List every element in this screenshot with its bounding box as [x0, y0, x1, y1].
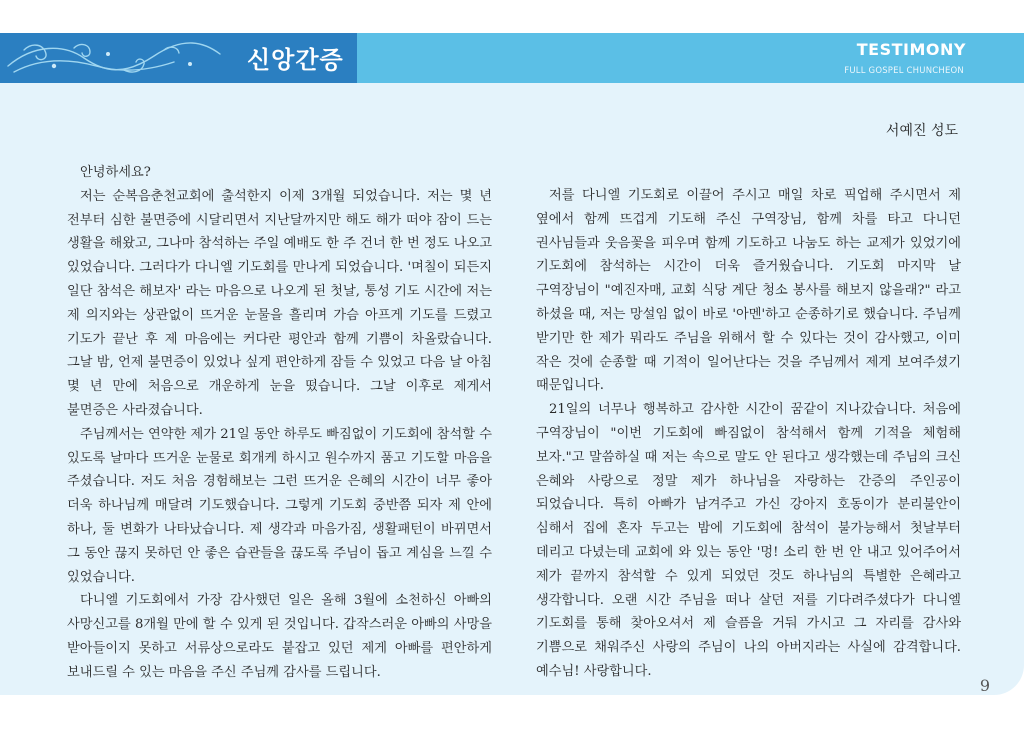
- paragraph: 주님께서는 연약한 제가 21일 동안 하루도 빠짐없이 기도회에 참석할 수 있도록 날마다 뜨거운 눈물로 회개케 하시고 원수까지 품고 기도할 마음을 주셨습니다. 저도 처음 경험해보는 그런 뜨거운 은혜의 시간이 너무 좋아 더욱 하나님께 매달려 기도했습니다. 그렇게 기도회 중반쯤 되자 제 안에 하나, 둘 변화가 나타났습니다. 제 생각과 마음가짐, 생활패턴이 바뀌면서 그 동안 끊지 못하던 안 좋은 습관들을 끊도록 주님이 돕고 계심을 느낄 수 있었습니다.: [67, 426, 492, 585]
- right-column: [536, 184, 961, 684]
- paragraph: 21일의 너무나 행복하고 감사한 시간이 꿈같이 지나갔습니다. 처음에 구역장님이 "이번 기도회에 빠짐없이 참석해서 함께 기적을 체험해 보자."고 말씀하실 때 저는 속으로 말도 안 된다고 생각했는데 주님의 크신 은혜와 사랑으로 정말 제가 하나님을 자랑하는 간증의 주인공이 되었습니다. 특히 아빠가 남겨주고 가신 강아지 호동이가 분리불안이 심해서 집에 혼자 두고는 밤에 기도회에 참석이 불가능해서 첫날부터 데리고 다녔는데 교회에 와 있는 동안 '멍! 소리 한 번 안 내고 있어주어서 제가 끝까지 참석할 수 있게 되었던 것도 하나님의 특별한 은혜라고 생각합니다. 오랜 시간 주님을 떠나 살던 저를 기다려주셨다가 다니엘 기도회를 통해 찾아오셔서 제 슬픔을 거둬 가시고 그 자리를 감사와 기쁨으로 채워주신 사랑의 주님이 나의 아버지라는 사실에 감격합니다. 예수님! 사랑합니다.: [536, 402, 961, 679]
- author-name: 서예진 성도: [885, 123, 958, 139]
- paragraph: 저를 다니엘 기도회로 이끌어 주시고 매일 차로 픽업해 주시면서 제 옆에서 함께 뜨겁게 기도해 주신 구역장님, 함께 차를 타고 다니던 권사님들과 웃음꽃을 피우며 함께 기도하고 나눔도 하는 교제가 있었기에 기도회에 참석하는 시간이 더욱 즐거웠습니다. 기도회 마지막 날 구역장님이 "예진자매, 교회 식당 계단 청소 봉사를 해보지 않을래?" 라고 하셨을 때, 저는 망설임 없이 바로 '아멘'하고 순종하기로 했습니다. 주님께 받기만 한 제가 뭐라도 주님을 위해서 할 수 있다는 것이 감사했고, 이미 작은 것에 순종할 때 기적이 일어난다는 것을 주님께서 제게 보여주셨기 때문입니다.: [536, 188, 961, 394]
- paragraph: 저는 순복음춘천교회에 출석한지 이제 3개월 되었습니다. 저는 몇 년 전부터 심한 불면증에 시달리면서 지난달까지만 해도 해가 떠야 잠이 드는 생활을 해왔고, 그나마 참석하는 주일 예배도 한 주 건너 한 번 정도 나오고 있었습니다. 그러다가 다니엘 기도회를 만나게 되었습니다. '며칠이 되든지 일단 참석은 해보자' 라는 마음으로 나오게 된 첫날, 통성 기도 시간에 저는 제 의지와는 상관없이 뜨거운 눈물을 흘리며 가슴 아프게 기도를 드렸고 기도가 끝난 후 제 마음에는 커다란 평안과 함께 기쁨이 차올랐습니다. 그날 밤, 언제 불면증이 있었나 싶게 편안하게 잠들 수 있었고 다음 날 아침 몇 년 만에 처음으로 개운하게 눈을 떴습니다. 그날 이후로 제게서 불면증은 사라졌습니다.: [67, 188, 492, 418]
- left-column: [67, 161, 492, 685]
- church-name: FULL GOSPEL CHUNCHEON: [844, 66, 964, 76]
- floral-ornament-icon: [4, 36, 224, 82]
- section-label: TESTIMONY: [856, 40, 966, 59]
- paragraph: 다니엘 기도회에서 가장 감사했던 일은 올해 3월에 소천하신 아빠의 사망신고를 8개월 만에 할 수 있게 된 것입니다. 갑작스러운 아빠의 사망을 받아들이지 못하고 서류상으로라도 붙잡고 있던 제게 아빠를 편안하게 보내드릴 수 있는 마음을 주신 주님께 감사를 드립니다.: [67, 593, 492, 680]
- page-title: 신앙간증: [247, 46, 344, 74]
- page-number: 9: [979, 676, 990, 695]
- greeting: 안녕하세요?: [80, 165, 151, 180]
